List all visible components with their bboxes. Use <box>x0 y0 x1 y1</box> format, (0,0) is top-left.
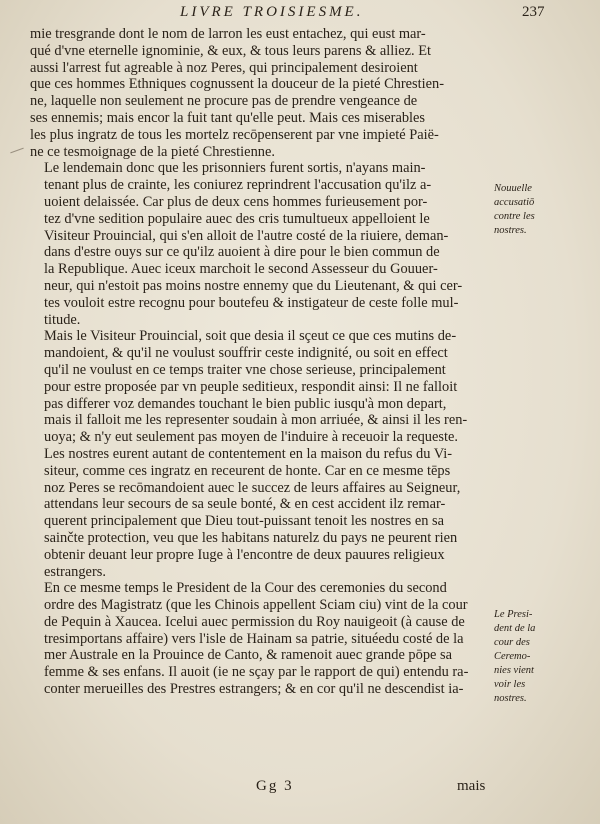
paragraph <box>30 160 492 328</box>
catchword: mais <box>457 778 486 794</box>
margin-note-line: nostres. <box>494 693 527 704</box>
page-header <box>0 2 600 24</box>
paragraph <box>30 580 492 698</box>
text-line: mer Australe en la Prouince de Canto, & ramenoit auec grande pōpe sa <box>44 647 452 664</box>
text-line: ses ennemis; mais encor la fuit tant qu'elle peut. Mais ces miserables <box>30 109 426 126</box>
text-line: ordre des Magistratz (que les Chinois appellent Sciam ciu) vint de la cour <box>44 597 468 614</box>
text-line: uoient delaissée. Car plus de deux cens hommes furieusement por- <box>44 193 428 210</box>
text-line: de Pequin à Xaucea. Icelui auec permission du Roy nauigeoit (à cause de <box>44 613 465 630</box>
text-line: siteur, comme ces ingratz en receurent de honte. Car en ce mesme tēps <box>44 462 451 479</box>
text-line: la Republique. Auec iceux marchoit le second Assesseur du Gouuer- <box>44 261 438 278</box>
text-line: qué d'vne eternelle ignominie, & eux, & tous leurs parens & alliez. Et <box>30 42 432 59</box>
text-line: qu'il ne voulust en ce temps traiter vne chose serieuse, principalement <box>44 361 446 378</box>
text-line: que ces hommes Ethniques cognussent la douceur de la pieté Chrestien- <box>30 76 445 93</box>
text-line: mandoient, & qu'il ne voulust souffrir ceste indignité, ou soit en effect <box>44 345 448 362</box>
margin-note-line: nostres. <box>494 225 527 236</box>
page-number: 237 <box>522 4 545 20</box>
text-line: pas differer voz demandes touchant le bien public iusqu'à mon depart, <box>44 395 447 412</box>
text-line: femme & ses enfans. Il auoit (ie ne sçay par le rapport de qui) entendu ra- <box>44 664 469 681</box>
text-line: noz Peres se recōmandoient auec le succez de leurs affaires au Seigneur, <box>44 479 461 496</box>
text-line: tresimportans affaire) vers l'isle de Hainam sa patrie, situéedu costé de la <box>44 630 464 647</box>
text-line: dans d'estre ouys sur ce qu'ilz auoient à dire pour le bien commun de <box>44 244 440 261</box>
text-line: ne ce tesmoignage de la pieté Chrestienne. <box>30 143 275 160</box>
margin-note-line: contre les <box>494 211 535 222</box>
margin-note-line: Le Presi- <box>494 609 533 620</box>
text-line: les plus ingratz de tous les mortelz recōpenserent par vne impieté Paië- <box>30 126 439 143</box>
paper-fold-mark <box>10 148 23 154</box>
text-line: neur, qui n'estoit pas moins nostre ennemy que du Lieutenant, & qui cer- <box>44 277 463 294</box>
main-text <box>30 26 492 698</box>
text-line: Mais le Visiteur Prouincial, soit que desia il sçeut ce que ces mutins de- <box>44 328 457 345</box>
page-footer <box>0 776 600 806</box>
text-line: Les nostres eurent autant de contentement en la maison du refus du Vi- <box>44 445 453 462</box>
text-line: titude. <box>44 311 81 328</box>
margin-note-line: dent de la <box>494 623 536 634</box>
margin-note-line: accusatiō <box>494 197 535 208</box>
text-line: pour estre proposée par vn peuple seditieux, respondit ainsi: Il ne falloit <box>44 378 458 395</box>
text-line: tez d'vne sedition populaire auec des cris tumultueux appelloient le <box>44 210 430 227</box>
text-line: uoya; & n'y eut seulement pas moyen de l'induire à receuoir la requeste. <box>44 429 458 446</box>
margin-note-president <box>494 608 586 706</box>
text-line: obtenir deuant leur propre Iuge à l'encontre de deux pauures religieux <box>44 546 445 563</box>
text-line: En ce mesme temps le President de la Cour des ceremonies du second <box>44 580 447 597</box>
margin-note-line: cour des <box>494 637 530 648</box>
signature-mark: Gg 3 <box>256 778 294 794</box>
margin-note-line: Ceremo- <box>494 651 531 662</box>
margin-note-line: Nouuelle <box>494 183 532 194</box>
text-line: tes vouloit estre recognu pour boutefeu & instigateur de ceste folle mul- <box>44 294 459 311</box>
text-line: ne, laquelle non seulement ne procure pas de prendre vengeance de <box>30 93 418 110</box>
margin-note-accusation <box>494 182 586 238</box>
text-line: tenant plus de crainte, les coniurez reprindrent l'accusation qu'ilz a- <box>44 177 432 194</box>
text-line: estrangers. <box>44 563 106 580</box>
text-line: attendans leur secours de sa seule bonté, & en cest accident ilz remar- <box>44 496 446 513</box>
margin-note-line: voir les <box>494 679 526 690</box>
paragraph <box>30 328 492 580</box>
paragraph <box>30 26 492 160</box>
text-line: Visiteur Prouincial, qui s'en alloit de l'autre costé de la riuiere, deman- <box>44 227 449 244</box>
text-line: aussi l'arrest fut agreable à noz Peres, qui principalement desiroient <box>30 59 418 76</box>
text-line: mie tresgrande dont le nom de larron les eust entachez, qui eust mar- <box>30 26 426 42</box>
text-line: sainčte protection, veu que les habitans naturelz du pays ne peurent rien <box>44 529 458 546</box>
text-line: mais il falloit me les representer soudain à mon arriuée, & ainsi il les ren- <box>44 412 468 429</box>
text-line: conter merueilles des Prestres estrangers; & en cor qu'il ne descendist ia- <box>44 681 464 698</box>
text-line: Le lendemain donc que les prisonniers furent sortis, n'ayans main- <box>44 160 426 177</box>
running-title: LIVRE TROISIESME. <box>180 4 364 20</box>
margin-note-line: nies vient <box>494 665 534 676</box>
text-line: querent principalement que Dieu tout-puissant tenoit les nostres en sa <box>44 513 445 530</box>
